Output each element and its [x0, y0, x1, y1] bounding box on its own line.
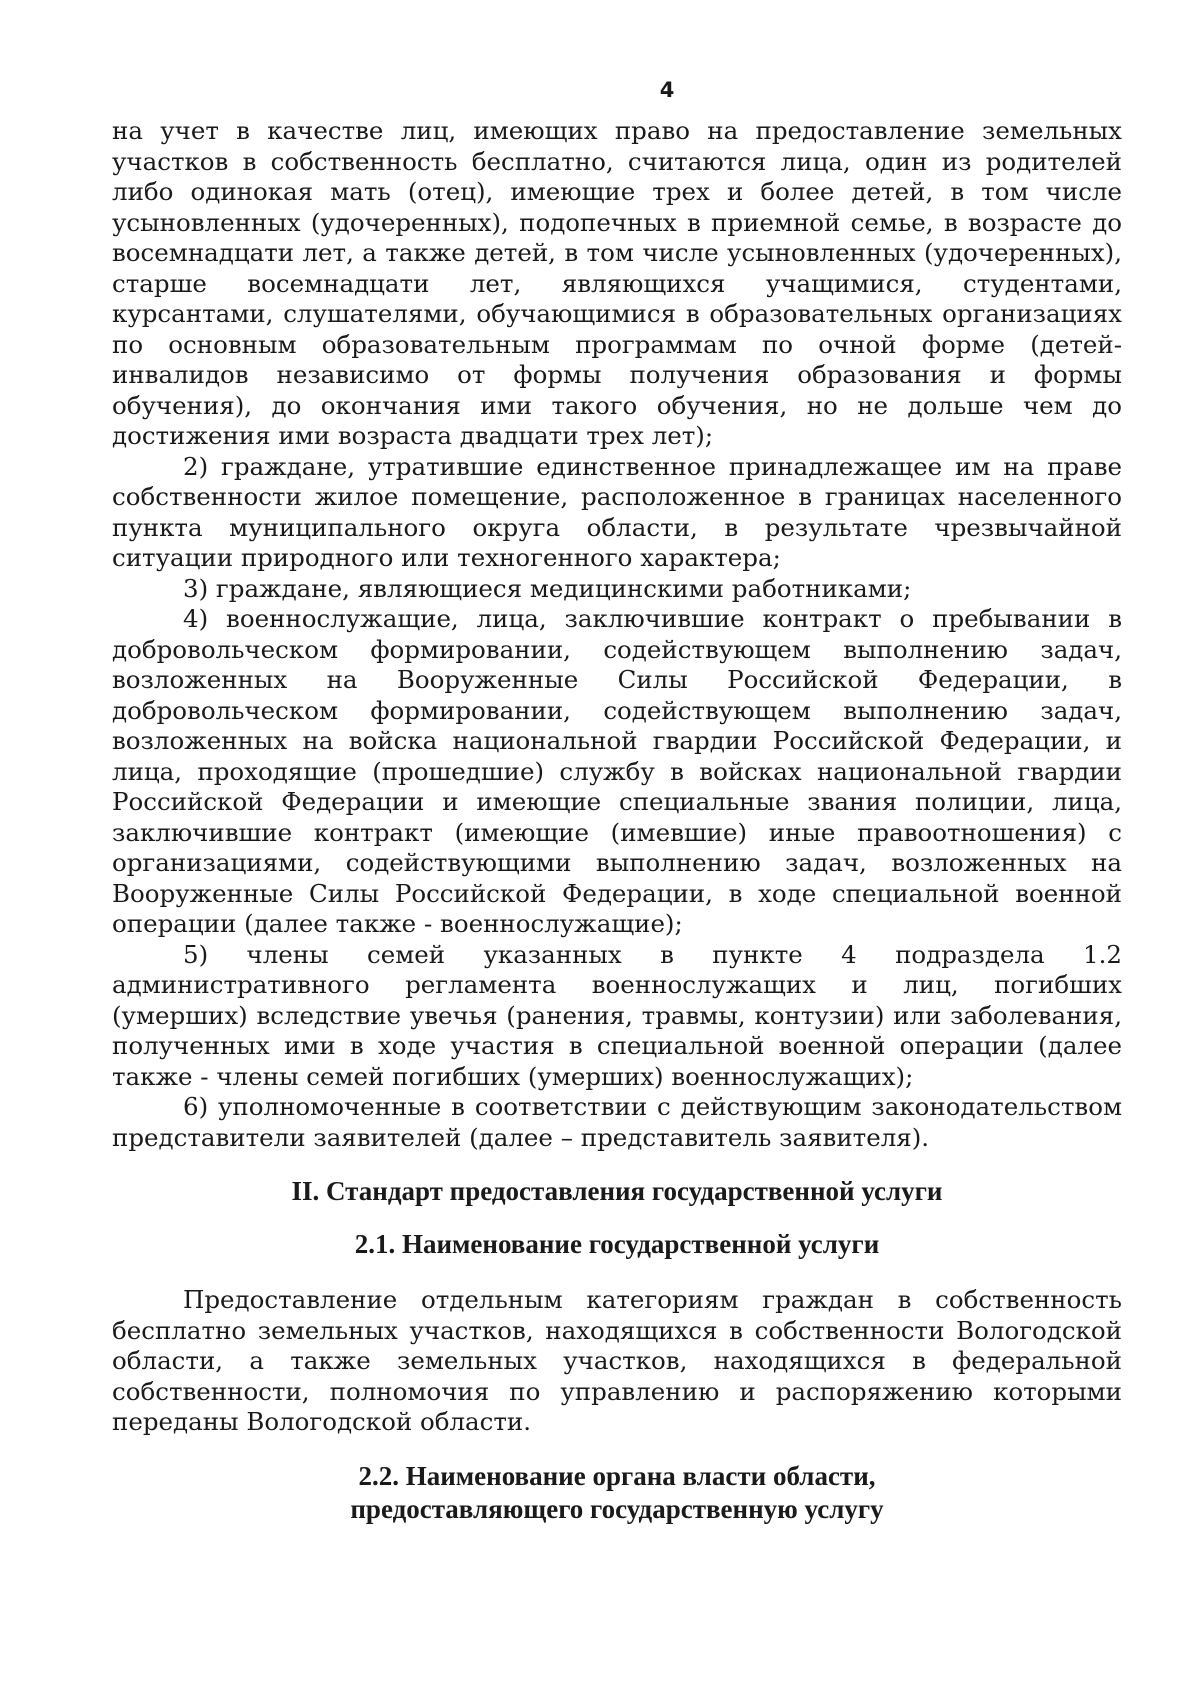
paragraph-continuation: на учет в качестве лиц, имеющих право на предоставление земельных участков в собственность бесплатно, считаются лица, один из родителей либо одинокая мать (отец), имеющие трех и более детей, в том числе усыновленных (удочеренных), подопечных в приемной семье, в возрасте до восемнадцати лет, а также детей, в том числе усыновленных (удочеренных), старше восемнадцати лет, являющихся учащимися, студентами, курсантами, слушателями, обучающимися в образовательных организациях по основным образовательным программам по очной форме (детей-инвалидов независимо от формы получения образования и формы обучения), до окончания ими такого обучения, но не дольше чем до достижения ими возраста двадцати трех лет);	[112, 116, 1122, 450]
page-number: 4	[659, 78, 675, 102]
document-page	[112, 78, 1122, 1526]
paragraph-item-2: 2) граждане, утратившие единственное принадлежащее им на праве собственности жилое помещение, расположенное в границах населенного пункта муниципального округа области, в результате чрезвычайной ситуации природного или техногенного характера;	[112, 451, 1122, 572]
paragraph-item-5: 5) члены семей указанных в пункте 4 подраздела 1.2 административного регламента военнослужащих и лиц, погибших (умерших) вследствие увечья (ранения, травмы, контузии) или заболевания, полученных ими в ходе участия в специальной военной операции (далее также - члены семей погибших (умерших) военнослужащих);	[112, 939, 1122, 1091]
section-heading: II. Стандарт предоставления государственной услуги	[291, 1176, 943, 1206]
subsection-heading-2-2	[112, 1460, 1122, 1526]
paragraph-item-6: 6) уполномоченные в соответствии с действующим законодательством представители заявителей (далее – представитель заявителя).	[112, 1092, 1122, 1152]
paragraph-item-4: 4) военнослужащие, лица, заключившие контракт о пребывании в добровольческом формировании, содействующем выполнению задач, возложенных на Вооруженные Силы Российской Федерации, в добровольческом формировании, содействующем выполнению задач, возложенных на войска национальной гвардии Российской Федерации, и лица, проходящие (прошедшие) службу в войсках национальной гвардии Российской Федерации и имеющие специальные звания полиции, лица, заключившие контракт (имеющие (имевшие) иные правоотношения) с организациями, содействующими выполнению задач, возложенных на Вооруженные Силы Российской Федерации, в ходе специальной военной операции (далее также - военнослужащие);	[112, 604, 1122, 938]
paragraph-item-3: 3) граждане, являющиеся медицинскими работниками;	[183, 573, 912, 603]
subsection-2-1-text: Предоставление отдельным категориям граждан в собственность бесплатно земельных участков, находящихся в собственности Вологодской области, а также земельных участков, находящихся в федеральной собственности, полномочия по управлению и распоряжению которыми переданы Вологодской области.	[112, 1285, 1122, 1436]
subsection-heading-2-1: 2.1. Наименование государственной услуги	[354, 1229, 880, 1259]
subsection-heading-2-2-line1: 2.2. Наименование органа власти области,	[358, 1460, 876, 1491]
subsection-heading-2-2-line2: предоставляющего государственную услугу	[350, 1493, 884, 1524]
